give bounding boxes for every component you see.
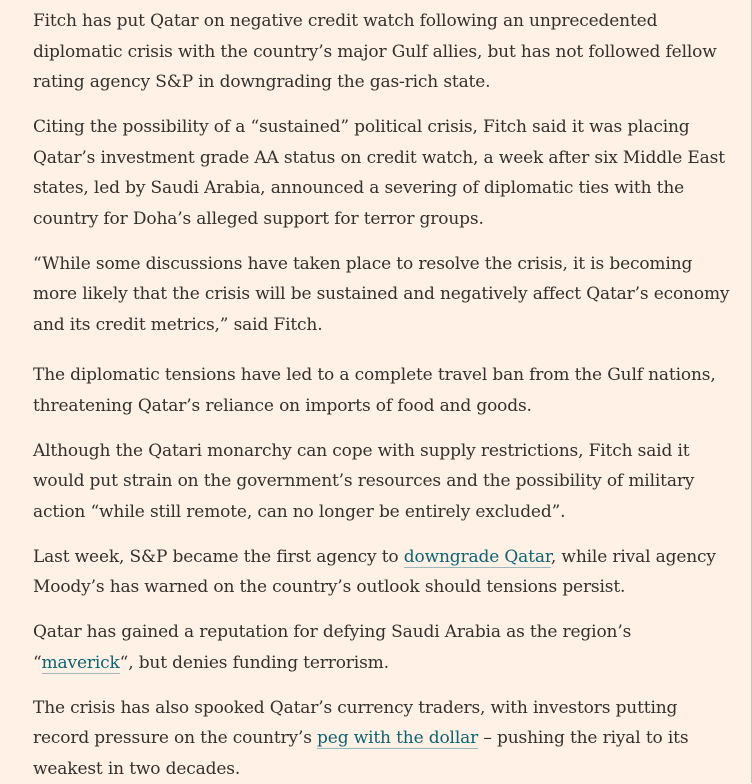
paragraph-maverick-after: “, but denies funding terrorism. bbox=[120, 653, 389, 673]
maverick-link[interactable]: maverick bbox=[42, 653, 120, 674]
paragraph-fitch-watch: Fitch has put Qatar on negative credit watch following an unprecedented diplomatic crisis with the country’s major Gulf allies, but has not followed fellow rating agency S&P in downgrading the gas-rich state. bbox=[33, 6, 731, 98]
paragraph-currency-traders-before: The crisis has also spooked Qatar’s currency traders, with investors putting record pressure on the country’s bbox=[33, 698, 677, 749]
paragraph-supply-restrictions: Although the Qatari monarchy can cope with supply restrictions, Fitch said it would put strain on the government’s resources and the possibility of military action “while still remote, can no longer be entirely excluded”. bbox=[33, 436, 731, 528]
paragraph-maverick bbox=[33, 617, 731, 678]
paragraph-maverick-before: Qatar has gained a reputation for defying Saudi Arabia as the region’s “ bbox=[33, 622, 631, 673]
paragraph-travel-ban: The diplomatic tensions have led to a complete travel ban from the Gulf nations, threatening Qatar’s reliance on imports of food and goods. bbox=[33, 360, 731, 421]
peg-with-the-dollar-link[interactable]: peg with the dollar bbox=[317, 728, 478, 749]
paragraph-sp-downgrade-before: Last week, S&P became the first agency to bbox=[33, 547, 404, 567]
paragraph-fitch-quote: “While some discussions have taken place to resolve the crisis, it is becoming more likely that the crisis will be sustained and negatively affect Qatar’s economy and its credit metrics,” said Fitch. bbox=[33, 249, 731, 341]
paragraph-sp-downgrade-after: , while rival agency Moody’s has warned on the country’s outlook should tensions persist. bbox=[33, 547, 716, 598]
paragraph-sp-downgrade bbox=[33, 542, 731, 603]
paragraph-currency-traders bbox=[33, 693, 731, 784]
paragraph-currency-traders-after: – pushing the riyal to its weakest in two decades. bbox=[33, 728, 688, 779]
paragraph-citing-crisis: Citing the possibility of a “sustained” political crisis, Fitch said it was placing Qatar’s investment grade AA status on credit watch, a week after six Middle East states, led by Saudi Arabia, announced a severing of diplomatic ties with the country for Doha’s alleged support for terror groups. bbox=[33, 112, 731, 234]
downgrade-qatar-link[interactable]: downgrade Qatar bbox=[404, 547, 551, 568]
